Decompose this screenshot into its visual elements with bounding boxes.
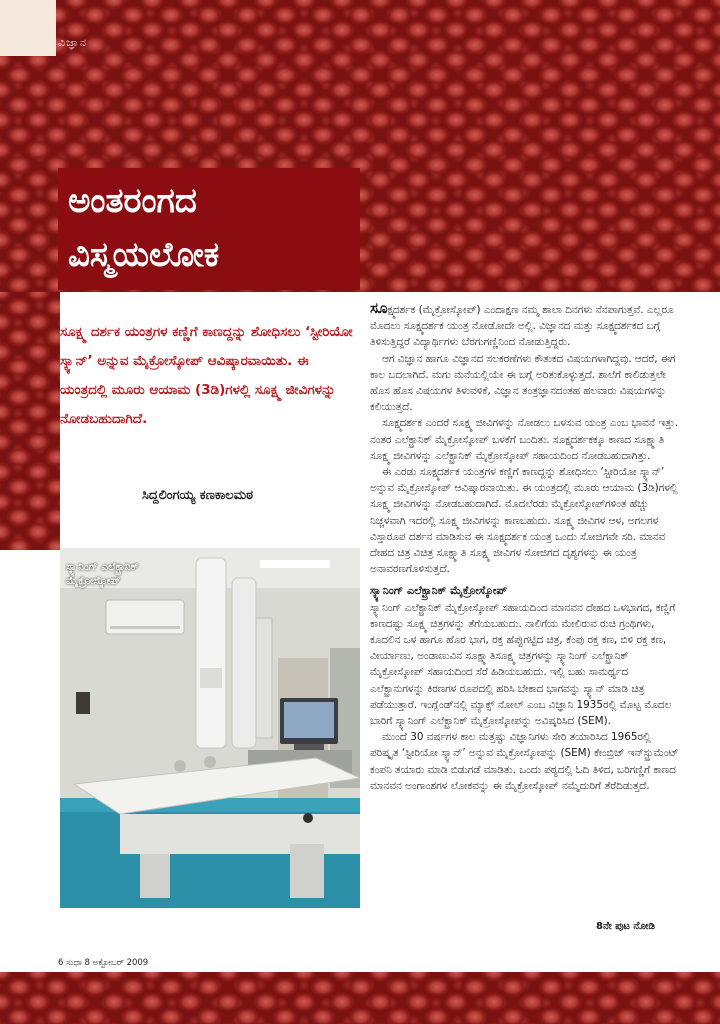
microscope-photo — [60, 548, 360, 908]
article-subheading: ಸ್ಕ್ಯಾನಿಂಗ್ ಎಲೆಕ್ಟ್ರಾನಿಕ್ ಮೈಕ್ರೋಸ್ಕೋಪ್ — [370, 584, 508, 598]
continued-note: 8ನೇ ಪುಟ ನೋಡಿ — [596, 921, 655, 932]
blood-cells-background-bottom — [0, 972, 720, 1024]
photo-caption-line-2: ಮೈಕ್ರೋಸ್ಕೋಪ್ — [66, 575, 121, 587]
article-paragraph-2: ಆಗ ವಿಜ್ಞಾನ ಹಾಗೂ ವಿಜ್ಞಾನದ ಸಲಕರಣೆಗಳು ಕೌತುಕದ ವಿಷಯಗಳಾಗಿದ್ದವು. ಆದರೆ, ಈಗ ಕಾಲ ಬದಲಾಗಿದೆ. ಮಗು ಮನೆಯಲ್ಲಿಯೇ ಈ ಬಗ್ಗೆ ಅರಿತುಕೊಳ್ಳುತ್ತದೆ. ಶಾಲೆಗೆ ಕಾಲಿಡುತ್ತಲೇ ಹೊಸ ಹೊಸ ವಿಷಯಗಳ ತಿಳುವಳಿಕೆ, ವಿಜ್ಞಾನ ತಂತ್ರಜ್ಞಾನದಂತಹ ಹಲವಾರು ವಿಷಯಗಳನ್ನು ಕಲಿಯುತ್ತದೆ. — [370, 352, 676, 414]
article-body — [370, 300, 682, 794]
photo-caption-line-1: ಸ್ಕ್ಯಾನಿಂಗ್ ಎಲೆಕ್ಟ್ರಾನಿಕ್ — [66, 561, 139, 573]
intro-text: ಸೂಕ್ಷ್ಮ ದರ್ಶಕ ಯಂತ್ರಗಳ ಕಣ್ಣಿಗೆ ಕಾಣದ್ದನ್ನು ಶೋಧಿಸಲು ‘ಸ್ಟೀರಿಯೋ ಸ್ಕ್ಯಾನ್’ ಅನ್ನುವ ಮೈಕ್ರೋಸ್ಕೋಪ್ ಆವಿಷ್ಕಾರವಾಯಿತು. ಈ ಯಂತ್ರದಲ್ಲಿ ಮೂರು ಆಯಾಮ (3ಡಿ)ಗಳಲ್ಲಿ ಸೂಕ್ಷ್ಮ ಜೀವಿಗಳನ್ನು ನೋಡಬಹುದಾಗಿದೆ. — [60, 324, 353, 427]
photo-caption — [66, 560, 139, 588]
article-paragraph-4: ಈ ಎರಡು ಸೂಕ್ಷ್ಮದರ್ಶಕ ಯಂತ್ರಗಳ ಕಣ್ಣಿಗೆ ಕಾಣದ್ದನ್ನು ಶೋಧಿಸಲು ‘ಸ್ಟೀರಿಯೋ ಸ್ಕ್ಯಾನ್’ ಅನ್ನುವ ಮೈಕ್ರೋಸ್ಕೋಪ್ ಆವಿಷ್ಕಾರವಾಯಿತು. ಈ ಯಂತ್ರದಲ್ಲಿ ಮೂರು ಆಯಾಮ (3ಡಿ)ಗಳಲ್ಲಿ ಸೂಕ್ಷ್ಮ ಜೀವಿಗಳನ್ನು ನೋಡಬಹುದಾಗಿದೆ. ಮೊದಲೆರಡು ಮೈಕ್ರೋಸ್ಕೋಪ್‌ಗಳಿಂತ ಹೆಚ್ಚು ನಿಚ್ಚಳವಾಗಿ ಇದರಲ್ಲಿ ಸೂಕ್ಷ್ಮ ಜೀವಿಗಳನ್ನು ಕಾಣಬಹುದು. ಸೂಕ್ಷ್ಮ ಜೀವಿಗಳ ಆಳ, ಅಗಲಗಳ ವಿಸ್ತಾರೂಪ ದರ್ಶನ ಮಾಡಿಸುವ ಈ ಸೂಕ್ಷ್ಮದರ್ಶಕ ಯಂತ್ರ ಒಂದು ಸೋಜಿಗವೇ ಸರಿ. ಮಾನವ ದೇಹದ ಚಿತ್ರ ವಿಚಿತ್ರ ಸೂಕ್ಷ್ಮಾತಿ ಸೂಕ್ಷ್ಮ ಜೀವಿಗಳ ಸೋಜಿಗದ ದೃಶ್ಯಗಳನ್ನು ಈ ಯಂತ್ರ ಅನಾವರಣಗೊಳಿಸುತ್ತದೆ. — [370, 466, 678, 576]
drop-cap: ಸೂ — [370, 299, 388, 317]
article-paragraph-3: ಸೂಕ್ಷ್ಮದರ್ಶಕ ಎಂದರೆ ಸೂಕ್ಷ್ಮ ಜೀವಿಗಳನ್ನು ನೋಡಲು ಬಳಸುವ ಯಂತ್ರ ಎಂಬ ಭಾವನೆ ಇತ್ತು. ನಂತರ ಎಲೆಕ್ಟ್ರಾನಿಕ್ ಮೈಕ್ರೋಸ್ಕೋಪ್ ಬಳಕೆಗೆ ಬಂದಿತು. ಸೂಕ್ಷ್ಮದರ್ಶಕಕ್ಕೂ ಕಾಣದ ಸೂಕ್ಷ್ಮಾತಿ ಸೂಕ್ಷ್ಮ ಜೀವಿಗಳನ್ನು ಎಲೆಕ್ಟ್ರಾನಿಕ್ ಮೈಕ್ರೋಸ್ಕೋಪ್ ಸಹಾಯದಿಂದ ನೋಡಬಹುದಾಗಿತ್ತು. — [370, 417, 679, 462]
page-footer: 6 ಸುಧಾ 8 ಅಕ್ಟೋಬರ್ 2009 — [58, 958, 149, 968]
article-paragraph-1-text: ಕ್ಷ್ಮದರ್ಶಕ (ಮೈಕ್ರೋಸ್ಕೋಪ್) ಎಂದಾಕ್ಷಣ ನಮ್ಮ ಶಾಲಾ ದಿನಗಳು ನೆನಪಾಗುತ್ತವೆ. ಎಲ್ಲರೂ ಮೊದಲು ಸೂಕ್ಷ್ಮದರ್ಶಕ ಯಂತ್ರ ನೋಡೋದೇ ಅಲ್ಲಿ. ವಿಜ್ಞಾನದ ಮತ್ತು ಸೂಕ್ಷ್ಮದರ್ಶಕದ ಬಗ್ಗೆ ತಿಳಿಸುತ್ತಿದ್ದರೆ ವಿದ್ಯಾರ್ಥಿಗಳು ಬೆರಗುಗಣ್ಣಿನಿಂದ ನೋಡುತ್ತಿದ್ದರು. — [370, 304, 674, 349]
blood-cells-background-left — [0, 292, 60, 550]
article-paragraph-6: ಮುಂದೆ 30 ವರ್ಷಗಳ ಕಾಲ ಮತ್ತಷ್ಟು ವಿಜ್ಞಾನಿಗಳು ಸೇರಿ ತಯಾರಿಸಿದ 1965ರಲ್ಲಿ ಪರಿಷ್ಕೃತ ‘ಸ್ಟೀರಿಯೋ ಸ್ಕ್ಯಾನ್’ ಅನ್ನುವ ಮೈಕ್ರೋಸ್ಕೋಪನ್ನು (SEM) ಕೇಂಬ್ರಿಜ್ ಇನ್‌ಸ್ಟ್ರುಮೆಂಟ್ ಕಂಪನಿ ತಯಾರು ಮಾಡಿ ಬಿಡುಗಡೆ ಮಾಡಿತು. ಒಂದು ಪಠ್ಯದಲ್ಲಿ ಓದಿ ತಿಳಿದ, ಬರಿಗಣ್ಣಿಗೆ ಕಾಣದ ಮಾನವನ ಅಂಗಾಂಶಗಳ ಲೋಕವನ್ನು ಈ ಮೈಕ್ರೋಸ್ಕೋಪ್ ನಮ್ಮೆದುರಿಗೆ ತೆರೆದಿಡುತ್ತದೆ. — [370, 731, 679, 792]
title-line-2: ವಿಸ್ಮಯಲೋಕ — [68, 235, 220, 275]
title-line-1: ಅಂತರಂಗದ — [68, 181, 197, 221]
article-paragraph-1 — [370, 300, 682, 351]
article-paragraph-5: ಸ್ಕ್ಯಾನಿಂಗ್ ಎಲೆಕ್ಟ್ರಾನಿಕ್ ಮೈಕ್ರೋಸ್ಕೋಪ್ ಸಹಾಯದಿಂದ ಮಾನವನ ದೇಹದ ಒಳಭಾಗದ, ಕಣ್ಣಿಗೆ ಕಾಣದಷ್ಟು ಸೂಕ್ಷ್ಮ ಚಿತ್ರಗಳನ್ನು ತೆಗೆಯಬಹುದು. ನಾಲಿಗೆಯ ಮೇಲಿರುವ ರುಚಿ ಗ್ರಂಥಿಗಳು, ಕೂದಲಿನ ಒಳ ಹಾಗೂ ಹೊರ ಭಾಗ, ರಕ್ತ ಹೆಪ್ಪುಗಟ್ಟಿದ ಚಿತ್ರ, ಕೆಂಪು ರಕ್ತ ಕಣ, ಬಿಳಿ ರಕ್ತ ಕಣ, ವೀರ್ಯಾಣು, ಅಂಡಾಣುವಿನ ಸೂಕ್ಷ್ಮಾತಿಸೂಕ್ಷ್ಮ ಚಿತ್ರಗಳನ್ನು ಸ್ಕ್ಯಾನಿಂಗ್ ಎಲೆಕ್ಟ್ರಾನಿಕ್ ಮೈಕ್ರೋಸ್ಕೋಪ್ ಸಹಾಯದಿಂದ ಸೆರೆ ಹಿಡಿಯಬಹುದು. ಇಲ್ಲಿ ಬಹು ಸಾಮರ್ಥ್ಯದ ಎಲೆಕ್ಟ್ರಾನುಗಳನ್ನು ಕಿರಣಗಳ ರೂಪದಲ್ಲಿ ಹರಿಸಿ ಬೇಕಾದ ಭಾಗವನ್ನು ಸ್ಕ್ಯಾನ್ ಮಾಡಿ ಚಿತ್ರ ಪಡೆಯುತ್ತಾರೆ. ಇಂಗ್ಲೆಂಡ್‌ನಲ್ಲಿ ಮ್ಯಾಕ್ಸ್ ನೋಲ್ ಎಂಬ ವಿಜ್ಞಾನಿ 1935ರಲ್ಲಿ ಮೊಟ್ಟ ಮೊದಲ ಬಾರಿಗೆ ಸ್ಕ್ಯಾನಿಂಗ್ ಎಲೆಕ್ಟ್ರಾನಿಕ್ ಮೈಕ್ರೋಸ್ಕೋಪನ್ನು ಅವಿಷ್ಕರಿಸಿದ (SEM). — [370, 601, 676, 728]
title-box — [58, 168, 360, 290]
section-label: ವಿಜ್ಞಾನ — [58, 36, 88, 49]
corner-tab — [0, 0, 56, 56]
author-byline: ಸಿದ್ದಲಿಂಗಯ್ಯ ಕಣಕಾಲಮಠ — [142, 488, 253, 503]
